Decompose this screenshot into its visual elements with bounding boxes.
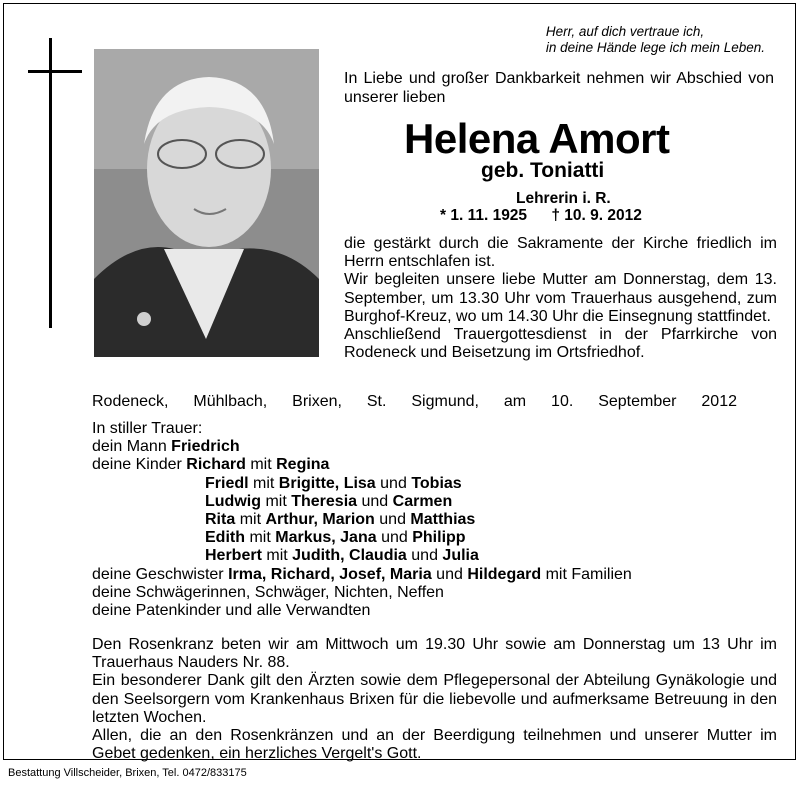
funeral-info [344, 235, 777, 362]
place-date: Rodeneck, Mühlbach, Brixen, St. Sigmund, am 10. September 2012 [92, 393, 737, 410]
paragraph: Den Rosenkranz beten wir am Mittwoch um 19.30 Uhr sowie am Donnerstag um 13 Uhr im Trauerhaus Nauders Nr. 88. [92, 636, 777, 672]
paragraph: Allen, die an den Rosenkränzen und an der Beerdigung teilnehmen und unserer Mutter im Gebet gedenken, ein herzliches Vergelt's Gott. [92, 727, 777, 763]
verse-line: Herr, auf dich vertraue ich, [545, 24, 705, 39]
mourner-row: deine Geschwister Irma, Richard, Josef, Maria und Hildegard mit Familien [92, 565, 632, 583]
mourners-heading: In stiller Trauer: [92, 420, 203, 437]
mourner-row: deine Kinder Richard mit Regina [92, 456, 330, 474]
mourner-row: dein Mann Friedrich [92, 438, 240, 456]
paragraph: Wir begleiten unsere liebe Mutter am Donnerstag, dem 13. September, um 13.30 Uhr vom Trauerhaus ausgehend, zum Burghof-Kreuz, wo um 14.30 Uhr die Einsegnung stattfindet. [344, 271, 777, 325]
mourners-list [92, 420, 772, 620]
mourner-row: deine Schwägerinnen, Schwäger, Nichten, Neffen [92, 583, 444, 601]
portrait-photo [94, 49, 319, 357]
mourner-row: Ludwig mit Theresia und Carmen [205, 492, 453, 510]
mourner-row: Rita mit Arthur, Marion und Matthias [205, 511, 476, 529]
deceased-name: Helena Amort [404, 115, 670, 162]
cross-icon-bar [28, 70, 82, 73]
intro-text: In Liebe und großer Dankbarkeit nehmen wir Abschied von unserer lieben [344, 70, 774, 106]
mourner-row: Herbert mit Judith, Claudia und Julia [205, 547, 479, 565]
verse [546, 24, 765, 56]
paragraph: Anschließend Trauergottesdienst in der Pfarrkirche von Rodeneck und Beisetzung im Ortsfriedhof. [344, 326, 777, 362]
birth-date: * 1. 11. 1925 [440, 207, 528, 224]
closing-text [92, 636, 777, 763]
undertaker-credit: Bestattung Villscheider, Brixen, Tel. 0472/833175 [8, 767, 247, 779]
profession: Lehrerin i. R. [516, 190, 611, 207]
paragraph: Ein besonderer Dank gilt den Ärzten sowie dem Pflegepersonal der Abteilung Gynäkologie und den Seelsorgern vom Krankenhaus Brixen für die liebevolle und aufmerksame Betreuung in den letzten Wochen. [92, 672, 777, 726]
obituary-notice [3, 3, 796, 763]
paragraph: die gestärkt durch die Sakramente der Kirche friedlich im Herrn entschlafen ist. [344, 235, 777, 271]
verse-line: in deine Hände lege ich mein Leben. [545, 40, 765, 55]
life-dates [440, 207, 642, 225]
death-date: † 10. 9. 2012 [551, 207, 642, 224]
mourner-row: Friedl mit Brigitte, Lisa und Tobias [205, 474, 462, 492]
cross-icon [49, 38, 52, 328]
mourner-row: Edith mit Markus, Jana und Philipp [205, 529, 466, 547]
maiden-name: geb. Toniatti [481, 159, 605, 182]
mourner-row: deine Patenkinder und alle Verwandten [92, 602, 371, 620]
